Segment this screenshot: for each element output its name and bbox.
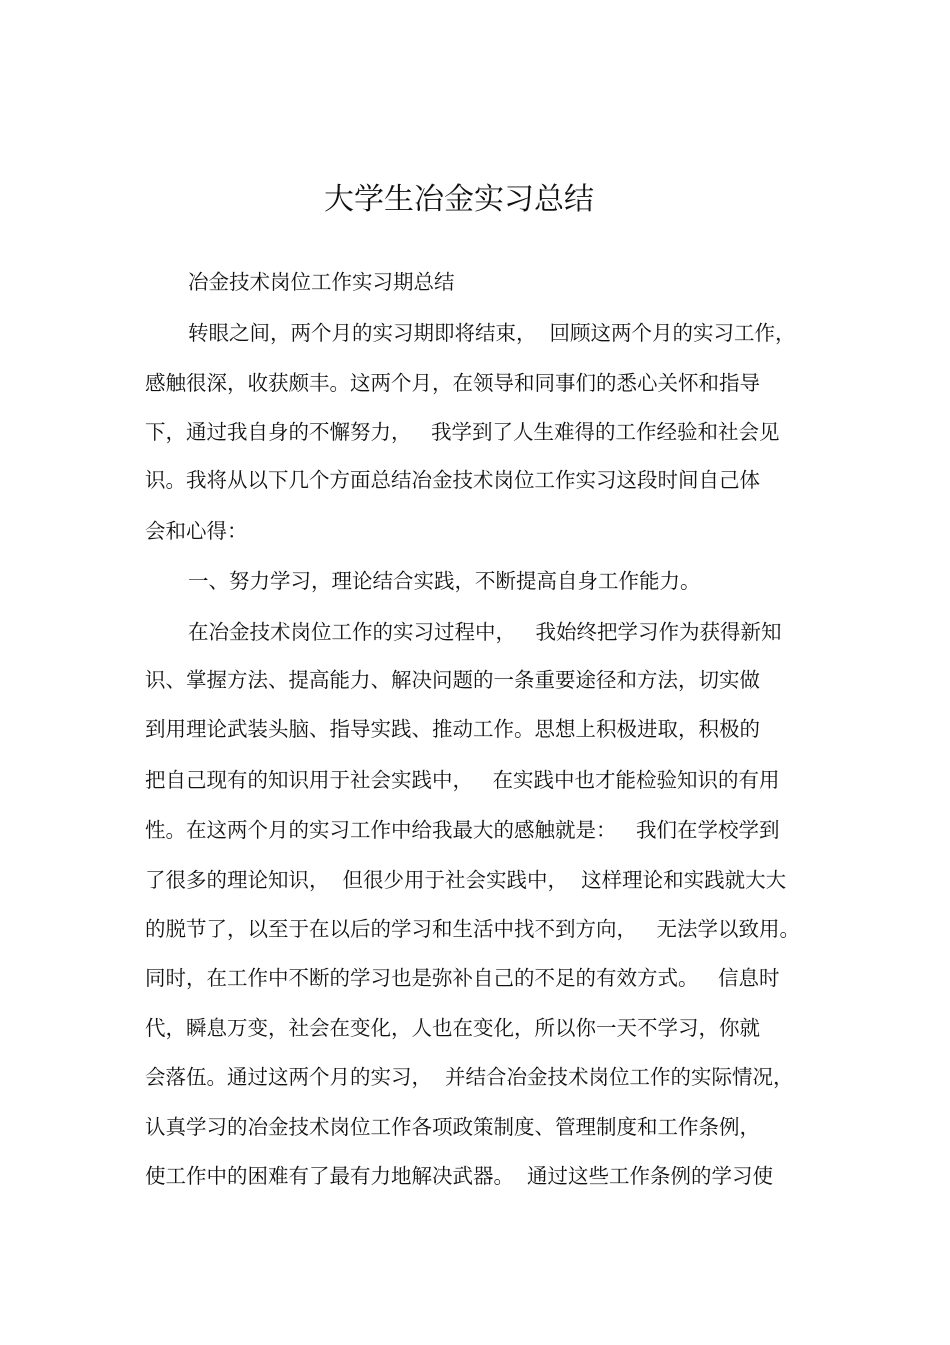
paragraph-line: 了很多的理论知识， 但很少用于社会实践中， 这样理论和实践就大大 (145, 868, 787, 892)
paragraph-line: 下，通过我自身的不懈努力， 我学到了人生难得的工作经验和社会见 (145, 420, 780, 444)
paragraph-line: 的脱节了，以至于在以后的学习和生活中找不到方向， 无法学以致用。 (145, 917, 801, 941)
paragraph-line: 同时，在工作中不断的学习也是弥补自己的不足的有效方式。 信息时 (145, 966, 780, 990)
subtitle-line: 冶金技术岗位工作实习期总结 (188, 270, 455, 294)
section-heading: 一、努力学习，理论结合实践，不断提高自身工作能力。 (188, 569, 701, 593)
paragraph-line: 会和心得： (145, 519, 248, 543)
paragraph-line: 感触很深，收获颇丰。这两个月，在领导和同事们的悉心关怀和指导 (145, 371, 760, 395)
paragraph-line: 在冶金技术岗位工作的实习过程中， 我始终把学习作为获得新知 (188, 620, 782, 644)
paragraph-line: 会落伍。通过这两个月的实习， 并结合冶金技术岗位工作的实际情况， (145, 1065, 794, 1089)
paragraph-line: 把自己现有的知识用于社会实践中， 在实践中也才能检验知识的有用 (145, 768, 780, 792)
paragraph-line: 识、掌握方法、提高能力、解决问题的一条重要途径和方法，切实做 (145, 668, 760, 692)
document-title: 大学生冶金实习总结 (324, 182, 594, 217)
paragraph-line: 到用理论武装头脑、指导实践、推动工作。思想上积极进取，积极的 (145, 717, 760, 741)
paragraph-line: 认真学习的冶金技术岗位工作各项政策制度、管理制度和工作条例， (145, 1115, 760, 1139)
paragraph-line: 代，瞬息万变，社会在变化，人也在变化，所以你一天不学习，你就 (145, 1016, 760, 1040)
paragraph-line: 转眼之间，两个月的实习期即将结束， 回顾这两个月的实习工作， (188, 321, 796, 345)
paragraph-line: 使工作中的困难有了最有力地解决武器。 通过这些工作条例的学习使 (145, 1164, 774, 1188)
paragraph-line: 识。我将从以下几个方面总结冶金技术岗位工作实习这段时间自己体 (145, 468, 760, 492)
paragraph-line: 性。在这两个月的实习工作中给我最大的感触就是： 我们在学校学到 (145, 818, 780, 842)
